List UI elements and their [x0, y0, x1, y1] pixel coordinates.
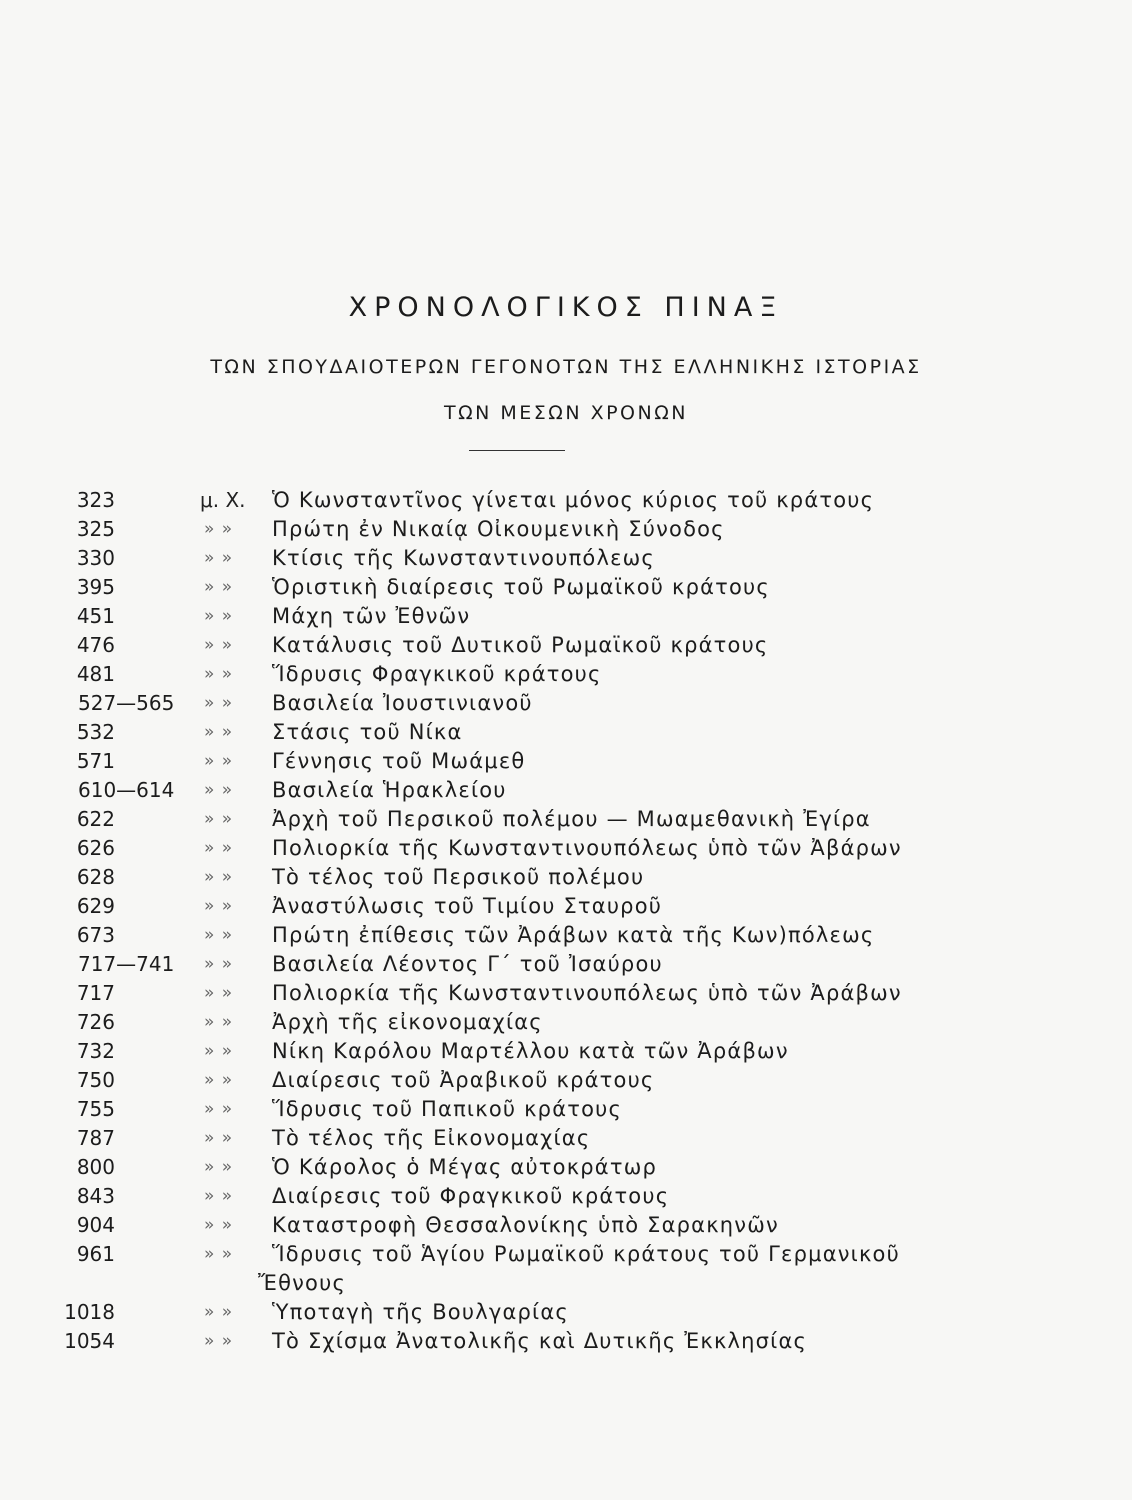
entry-era: » » [204, 1070, 234, 1090]
entry-event [258, 1240, 992, 1298]
entry-event [272, 718, 992, 747]
table-row [0, 892, 1132, 921]
entry-event-text: Πρώτη ἐν Νικαίᾳ Οἰκουμενικὴ Σύνοδος [272, 517, 725, 541]
entry-year: 629 [76, 894, 115, 918]
entry-event [272, 1008, 992, 1037]
entry-event [272, 892, 992, 921]
entry-event-text: Μάχη τῶν Ἐθνῶν [272, 604, 471, 628]
entry-era: » » [204, 809, 234, 829]
entry-year: 626 [76, 836, 115, 860]
entry-event-text: Πρώτη ἐπίθεσις τῶν Ἀράβων κατὰ τῆς Κων)πόλεως [272, 923, 875, 947]
table-row [0, 1240, 1132, 1298]
entry-event-text: Βασιλεία Ἡρακλείου [272, 778, 507, 802]
entry-era: » » [204, 519, 234, 539]
entry-era: » » [204, 548, 234, 568]
entry-event [272, 1298, 992, 1327]
entry-year: 800 [76, 1155, 115, 1179]
entry-era: » » [204, 1331, 234, 1351]
entry-era: μ. Χ. [200, 488, 246, 512]
entry-year: 622 [76, 807, 115, 831]
entry-year: 395 [76, 575, 115, 599]
entry-event-text: Ὁριστικὴ διαίρεσις τοῦ Ρωμαϊκοῦ κράτους [272, 575, 770, 599]
entry-event-text: Νίκη Καρόλου Μαρτέλλου κατὰ τῶν Ἀράβων [272, 1039, 789, 1063]
entry-era: » » [204, 606, 234, 626]
table-row [0, 544, 1132, 573]
entry-event [272, 776, 992, 805]
table-row [0, 805, 1132, 834]
table-row [0, 1182, 1132, 1211]
entry-event [272, 660, 992, 689]
entry-event-text: Ἀρχὴ τῆς εἰκονομαχίας [272, 1010, 543, 1034]
table-row [0, 921, 1132, 950]
entry-era: » » [204, 635, 234, 655]
table-row [0, 834, 1132, 863]
entry-year: 961 [76, 1242, 115, 1266]
entry-year: 451 [76, 604, 115, 628]
entry-event [272, 1182, 992, 1211]
entry-era: » » [204, 1215, 234, 1235]
entry-event-text: Ἵδρυσις τοῦ Ἁγίου Ρωμαϊκοῦ κράτους τοῦ Γερμανικοῦ [272, 1242, 900, 1266]
entry-year: 323 [76, 488, 115, 512]
entry-year: 1018 [64, 1300, 115, 1324]
entry-year: 673 [76, 923, 115, 947]
entry-event-text: Πολιορκία τῆς Κωνσταντινουπόλεως ὑπὸ τῶν Ἀράβων [272, 981, 902, 1005]
table-row [0, 573, 1132, 602]
table-row [0, 631, 1132, 660]
table-row [0, 718, 1132, 747]
entry-era: » » [204, 1244, 234, 1264]
table-row [0, 1095, 1132, 1124]
table-row [0, 602, 1132, 631]
entry-event-text: Βασιλεία Λέοντος Γ΄ τοῦ Ἰσαύρου [272, 952, 663, 976]
entry-event-text: Πολιορκία τῆς Κωνσταντινουπόλεως ὑπὸ τῶν Ἀβάρων [272, 836, 902, 860]
table-row [0, 1008, 1132, 1037]
entry-era: » » [204, 925, 234, 945]
entry-event [272, 544, 992, 573]
entry-year: 628 [76, 865, 115, 889]
entry-event [272, 1211, 992, 1240]
entry-event [272, 747, 992, 776]
entry-event [272, 1037, 992, 1066]
entry-event [272, 805, 992, 834]
entry-year: 481 [76, 662, 115, 686]
entry-era: » » [204, 693, 234, 713]
entry-era: » » [204, 577, 234, 597]
entry-event-text: Ἀρχὴ τοῦ Περσικοῦ πολέμου — Μωαμεθανικὴ Ἐγίρα [272, 807, 871, 831]
entry-event-text: Βασιλεία Ἰουστινιανοῦ [272, 691, 533, 715]
entry-event [272, 1153, 992, 1182]
entry-year: 325 [76, 517, 115, 541]
page-title: ΧΡΟΝΟΛΟΓΙΚΟΣ ΠΙΝΑΞ [348, 292, 784, 323]
entry-era: » » [204, 954, 234, 974]
entry-year: 532 [76, 720, 115, 744]
table-row [0, 1153, 1132, 1182]
entry-era: » » [204, 751, 234, 771]
entry-year: 904 [76, 1213, 115, 1237]
entry-era: » » [204, 722, 234, 742]
entry-event-text: Καταστροφὴ Θεσσαλονίκης ὑπὸ Σαρακηνῶν [272, 1213, 779, 1237]
entry-year: 755 [76, 1097, 115, 1121]
entry-era: » » [204, 896, 234, 916]
table-row [0, 1327, 1132, 1356]
entry-event-text: Διαίρεσις τοῦ Φραγκικοῦ κράτους [272, 1184, 670, 1208]
entry-year: 787 [76, 1126, 115, 1150]
entry-event-text: Στάσις τοῦ Νίκα [272, 720, 463, 744]
entry-event [272, 486, 992, 515]
entry-year: 1054 [64, 1329, 115, 1353]
entry-era: » » [204, 1099, 234, 1119]
table-row [0, 863, 1132, 892]
table-row [0, 1298, 1132, 1327]
page-subtitle-2: ΤΩΝ ΜΕΣΩΝ ΧΡΟΝΩΝ [444, 402, 688, 424]
chronology-table [0, 486, 1132, 1356]
entry-era: » » [204, 1302, 234, 1322]
entry-event-text: Τὸ Σχίσμα Ἀνατολικῆς καὶ Δυτικῆς Ἐκκλησίας [272, 1329, 808, 1353]
entry-year: 732 [76, 1039, 115, 1063]
entry-event [272, 631, 992, 660]
entry-event [272, 1066, 992, 1095]
entry-year: 610—614 [78, 778, 175, 802]
entry-event-text: Ἵδρυσις τοῦ Παπικοῦ κράτους [272, 1097, 623, 1121]
table-row [0, 1066, 1132, 1095]
table-row [0, 515, 1132, 544]
entry-year: 717—741 [78, 952, 175, 976]
table-row [0, 776, 1132, 805]
entry-year: 476 [76, 633, 115, 657]
entry-event [272, 921, 992, 950]
table-row [0, 1124, 1132, 1153]
title-divider [469, 450, 565, 451]
entry-year: 571 [76, 749, 115, 773]
entry-year: 330 [76, 546, 115, 570]
entry-event [272, 1124, 992, 1153]
entry-event [272, 834, 992, 863]
entry-event-text: Διαίρεσις τοῦ Ἀραβικοῦ κράτους [272, 1068, 655, 1092]
table-row [0, 747, 1132, 776]
entry-year: 726 [76, 1010, 115, 1034]
entry-event-text: Κτίσις τῆς Κωνσταντινουπόλεως [272, 546, 655, 570]
table-row [0, 486, 1132, 515]
entry-event-text: Ἀναστύλωσις τοῦ Τιμίου Σταυροῦ [272, 894, 663, 918]
entry-year: 843 [76, 1184, 115, 1208]
page-subtitle: ΤΩΝ ΣΠΟΥΔΑΙΟΤΕΡΩΝ ΓΕΓΟΝΟΤΩΝ ΤΗΣ ΕΛΛΗΝΙΚΗΣ ΙΣΤΟΡΙΑΣ [210, 356, 922, 378]
entry-event-text: Ὑποταγὴ τῆς Βουλγαρίας [272, 1300, 569, 1324]
entry-era: » » [204, 1041, 234, 1061]
entry-event-text: Ἵδρυσις Φραγκικοῦ κράτους [272, 662, 602, 686]
table-row [0, 1211, 1132, 1240]
entry-event [272, 602, 992, 631]
entry-era: » » [204, 838, 234, 858]
entry-event [272, 863, 992, 892]
entry-era: » » [204, 780, 234, 800]
entry-era: » » [204, 1128, 234, 1148]
entry-era: » » [204, 983, 234, 1003]
entry-event [272, 1327, 992, 1356]
entry-year: 717 [76, 981, 115, 1005]
entry-event [272, 979, 992, 1008]
entry-era: » » [204, 1186, 234, 1206]
entry-event-text: Ὁ Κάρολος ὁ Μέγας αὐτοκράτωρ [272, 1155, 658, 1179]
table-row [0, 950, 1132, 979]
entry-event-text: Τὸ τέλος τῆς Εἰκονομαχίας [272, 1126, 591, 1150]
table-row [0, 1037, 1132, 1066]
entry-era: » » [204, 664, 234, 684]
entry-event [272, 573, 992, 602]
entry-event [272, 1095, 992, 1124]
entry-era: » » [204, 1012, 234, 1032]
entry-year: 527—565 [78, 691, 175, 715]
table-row [0, 660, 1132, 689]
entry-event-continuation: Ἔθνους [258, 1271, 346, 1295]
entry-event [272, 950, 992, 979]
entry-year: 750 [76, 1068, 115, 1092]
entry-event [272, 689, 992, 718]
entry-event [272, 515, 992, 544]
entry-event-text: Τὸ τέλος τοῦ Περσικοῦ πολέμου [272, 865, 645, 889]
table-row [0, 979, 1132, 1008]
table-row [0, 689, 1132, 718]
entry-event-text: Κατάλυσις τοῦ Δυτικοῦ Ρωμαϊκοῦ κράτους [272, 633, 769, 657]
entry-era: » » [204, 1157, 234, 1177]
entry-era: » » [204, 867, 234, 887]
entry-event-text: Ὁ Κωνσταντῖνος γίνεται μόνος κύριος τοῦ κράτους [272, 488, 875, 512]
entry-event-text: Γέννησις τοῦ Μωάμεθ [272, 749, 526, 773]
